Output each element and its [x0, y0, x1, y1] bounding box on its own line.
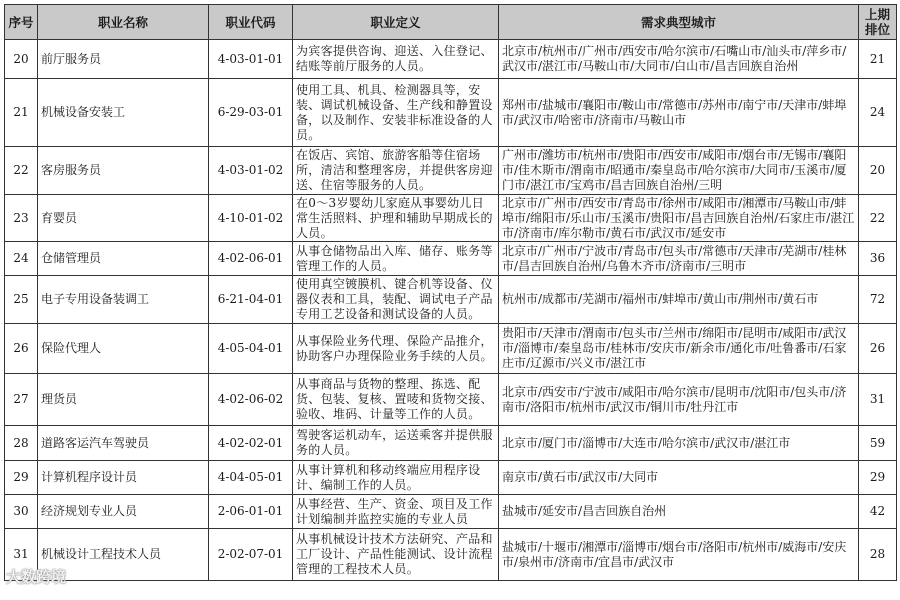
cell-name: 经济规划专业人员 [38, 495, 209, 529]
cell-definition: 使用工具、机具、检测器具等，安装、调试机械设备、生产线和静置设备，以及制作、安装非标准设备的人员。 [293, 79, 499, 147]
table-row [5, 147, 897, 195]
cell-no: 29 [5, 461, 38, 495]
cell-definition: 从事经营、生产、资金、项目及工作计划编制并监控实施的专业人员 [293, 495, 499, 529]
cell-definition: 驾驶客运机动车，运送乘客并提供服务的人员。 [293, 426, 499, 461]
header-prev-rank: 上期排位 [859, 5, 897, 40]
header-code: 职业代码 [209, 5, 293, 40]
cell-prev-rank: 20 [859, 147, 897, 195]
cell-prev-rank: 24 [859, 79, 897, 147]
cell-code: 4-03-01-01 [209, 40, 293, 79]
cell-definition: 使用真空镀膜机、键合机等设备、仪器仪表和工具，装配、调试电子产品专用工艺设备和测试设备的人员。 [293, 276, 499, 324]
cell-cities: 杭州市/成都市/芜湖市/福州市/蚌埠市/黄山市/荆州市/黄石市 [499, 276, 859, 324]
cell-cities: 北京市/杭州市/广州市/西安市/哈尔滨市/石嘴山市/汕头市/萍乡市/武汉市/湛江市/马鞍山市/大同市/白山市/昌吉回族自治州 [499, 40, 859, 79]
table-row [5, 461, 897, 495]
header-definition: 职业定义 [293, 5, 499, 40]
cell-definition: 在0～3岁婴幼儿家庭从事婴幼儿日常生活照料、护理和辅助早期成长的人员。 [293, 195, 499, 242]
cell-definition: 为宾客提供咨询、迎送、入住登记、结账等前厅服务的人员。 [293, 40, 499, 79]
cell-no: 23 [5, 195, 38, 242]
cell-no: 21 [5, 79, 38, 147]
header-cities: 需求典型城市 [499, 5, 859, 40]
table-row [5, 242, 897, 276]
cell-cities: 北京市/西安市/宁波市/咸阳市/哈尔滨市/昆明市/沈阳市/包头市/济南市/洛阳市/杭州市/武汉市/铜川市/牡丹江市 [499, 374, 859, 426]
cell-code: 2-02-07-01 [209, 529, 293, 581]
cell-definition: 从事商品与货物的整理、拣选、配货、包装、复核、置唛和货物交接、验收、堆码、计量等工作的人员。 [293, 374, 499, 426]
cell-cities: 北京市/广州市/宁波市/青岛市/包头市/常德市/天津市/芜湖市/桂林市/昌吉回族自治州/乌鲁木齐市/济南市/三明市 [499, 242, 859, 276]
cell-code: 6-21-04-01 [209, 276, 293, 324]
cell-no: 27 [5, 374, 38, 426]
cell-no: 30 [5, 495, 38, 529]
cell-name: 客房服务员 [38, 147, 209, 195]
cell-prev-rank: 42 [859, 495, 897, 529]
cell-cities: 郑州市/盐城市/襄阳市/鞍山市/常德市/苏州市/南宁市/天津市/蚌埠市/武汉市/哈密市/济南市/马鞍山市 [499, 79, 859, 147]
cell-prev-rank: 29 [859, 461, 897, 495]
cell-no: 20 [5, 40, 38, 79]
table-row [5, 40, 897, 79]
cell-no: 26 [5, 324, 38, 374]
cell-code: 4-02-06-01 [209, 242, 293, 276]
cell-code: 4-03-01-02 [209, 147, 293, 195]
cell-code: 4-04-05-01 [209, 461, 293, 495]
cell-name: 育婴员 [38, 195, 209, 242]
cell-no: 24 [5, 242, 38, 276]
cell-code: 4-02-02-01 [209, 426, 293, 461]
table-row [5, 495, 897, 529]
cell-cities: 北京市/广州市/西安市/青岛市/徐州市/咸阳市/湘潭市/马鞍山市/蚌埠市/绵阳市/乐山市/玉溪市/贵阳市/昌吉回族自治州/石家庄市/湛江市/济南市/库尔勒市/黄石市/武汉市/延安市 [499, 195, 859, 242]
cell-no: 25 [5, 276, 38, 324]
cell-code: 4-05-04-01 [209, 324, 293, 374]
cell-no: 22 [5, 147, 38, 195]
cell-cities: 北京市/厦门市/淄博市/大连市/哈尔滨市/武汉市/湛江市 [499, 426, 859, 461]
cell-name: 电子专用设备装调工 [38, 276, 209, 324]
cell-definition: 从事机械设计技术方法研究、产品和工厂设计、产品性能测试、设计流程管理的工程技术人员。 [293, 529, 499, 581]
cell-prev-rank: 28 [859, 529, 897, 581]
header-row [5, 5, 897, 40]
cell-name: 道路客运汽车驾驶员 [38, 426, 209, 461]
table-row [5, 374, 897, 426]
cell-code: 4-02-06-02 [209, 374, 293, 426]
cell-definition: 从事仓储物品出入库、储存、账务等管理工作的人员。 [293, 242, 499, 276]
table-row [5, 324, 897, 374]
cell-prev-rank: 36 [859, 242, 897, 276]
cell-cities: 南京市/黄石市/武汉市/大同市 [499, 461, 859, 495]
cell-definition: 从事计算机和移动终端应用程序设计、编制工作的人员。 [293, 461, 499, 495]
cell-cities: 广州市/潍坊市/杭州市/贵阳市/西安市/咸阳市/烟台市/无锡市/襄阳市/佳木斯市/渭南市/昭通市/秦皇岛市/哈尔滨市/大同市/玉溪市/厦门市/湛江市/宝鸡市/昌吉回族自治州/三明 [499, 147, 859, 195]
cell-prev-rank: 31 [859, 374, 897, 426]
cell-prev-rank: 72 [859, 276, 897, 324]
cell-name: 机械设备安装工 [38, 79, 209, 147]
cell-name: 仓储管理员 [38, 242, 209, 276]
cell-no: 31 [5, 529, 38, 581]
cell-cities: 盐城市/延安市/昌吉回族自治州 [499, 495, 859, 529]
occupation-table [4, 4, 897, 581]
cell-prev-rank: 22 [859, 195, 897, 242]
table-row [5, 426, 897, 461]
cell-name: 前厅服务员 [38, 40, 209, 79]
table-row [5, 276, 897, 324]
cell-code: 2-06-01-01 [209, 495, 293, 529]
cell-name: 保险代理人 [38, 324, 209, 374]
cell-cities: 盐城市/十堰市/湘潭市/淄博市/烟台市/洛阳市/杭州市/威海市/安庆市/泉州市/济南市/宜昌市/武汉市 [499, 529, 859, 581]
cell-cities: 贵阳市/天津市/渭南市/包头市/兰州市/绵阳市/昆明市/咸阳市/武汉市/淄博市/秦皇岛市/桂林市/安庆市/新余市/通化市/吐鲁番市/石家庄市/辽源市/兴义市/湛江市 [499, 324, 859, 374]
watermark-logo: 大数跨境 [6, 568, 67, 586]
header-no: 序号 [5, 5, 38, 40]
cell-name: 机械设计工程技术人员 [38, 529, 209, 581]
cell-code: 4-10-01-02 [209, 195, 293, 242]
cell-prev-rank: 26 [859, 324, 897, 374]
cell-definition: 从事保险业务代理、保险产品推介，协助客户办理保险业务手续的人员。 [293, 324, 499, 374]
table-row [5, 195, 897, 242]
cell-no: 28 [5, 426, 38, 461]
cell-definition: 在饭店、宾馆、旅游客船等住宿场所，清洁和整理客房，并提供客房迎送、住宿等服务的人员。 [293, 147, 499, 195]
cell-prev-rank: 21 [859, 40, 897, 79]
table-row [5, 79, 897, 147]
header-name: 职业名称 [38, 5, 209, 40]
cell-name: 理货员 [38, 374, 209, 426]
cell-prev-rank: 59 [859, 426, 897, 461]
table-row [5, 529, 897, 581]
cell-code: 6-29-03-01 [209, 79, 293, 147]
cell-name: 计算机程序设计员 [38, 461, 209, 495]
